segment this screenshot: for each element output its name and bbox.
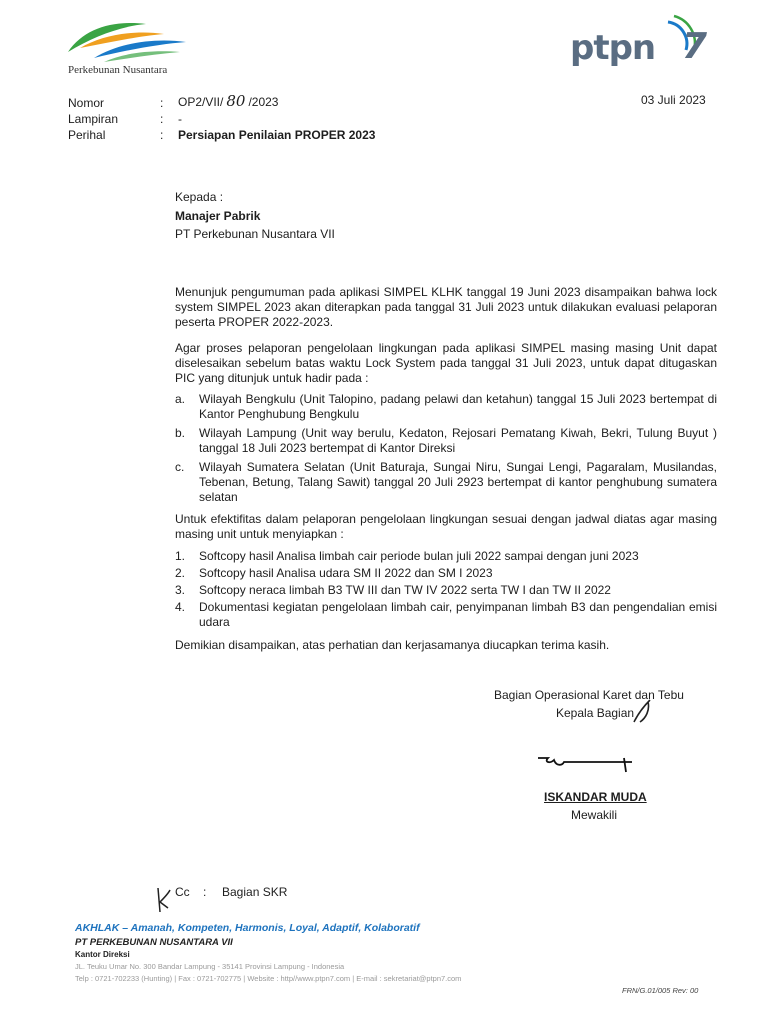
cc-value: Bagian SKR	[222, 885, 288, 899]
letter-date: 03 Juli 2023	[641, 93, 706, 107]
nomor-handwritten: 80	[226, 92, 246, 110]
footer-company: PT PERKEBUNAN NUSANTARA VII	[75, 937, 233, 948]
nomor-prefix: OP2/VII/	[178, 95, 224, 109]
list-item-3	[175, 583, 717, 598]
list-item-2	[175, 566, 717, 581]
footer-office: Kantor Direksi	[75, 950, 130, 959]
list-item-c	[175, 460, 717, 505]
signatory-name: ISKANDAR MUDA	[544, 790, 647, 804]
list-marker: 2.	[175, 566, 186, 580]
closing-paragraph: Demikian disampaikan, atas perhatian dan kerjasamanya diucapkan terima kasih.	[175, 638, 610, 652]
body-paragraph-2: Agar proses pelaporan pengelolaan lingkungan pada aplikasi SIMPEL masing masing Unit dapat diselesaikan sebelum batas waktu Lock System pada tanggal 31 Juli 2023, untuk dapat ditugaskan PIC yang ditunjuk untuk hadir pada :	[175, 341, 717, 385]
list-marker: 4.	[175, 600, 186, 614]
nomor-suffix: /2023	[248, 95, 279, 109]
kepada-label: Kepada :	[175, 190, 224, 204]
list-item-text: Softcopy neraca limbah B3 TW III dan TW IV 2022 serta TW I dan TW II 2022	[199, 583, 611, 597]
logo-right-number: 7	[682, 26, 708, 67]
list-marker: 1.	[175, 549, 186, 563]
list-item-text: Dokumentasi kegiatan pengelolaan limbah cair, penyimpanan limbah B3 dan pengendalian emisi udara	[199, 600, 717, 629]
perihal-value: Persiapan Penilaian PROPER 2023	[178, 128, 376, 142]
paraf-mark-icon	[628, 696, 658, 726]
nomor-colon: :	[160, 96, 164, 110]
lampiran-label: Lampiran	[68, 112, 119, 126]
list-marker: b.	[175, 426, 186, 440]
list-item-text: Softcopy hasil Analisa limbah cair periode bulan juli 2022 sampai dengan juni 2023	[199, 549, 639, 563]
list-item-1	[175, 549, 717, 564]
cc-label: Cc	[175, 885, 190, 899]
cc-check-mark-icon	[152, 886, 174, 916]
body-paragraph-3: Untuk efektifitas dalam pelaporan pengelolaan lingkungan sesuai dengan jadwal diatas agar masing masing unit untuk menyiapkan :	[175, 512, 717, 541]
list-item-4	[175, 600, 717, 630]
list-marker: a.	[175, 392, 186, 406]
list-item-text: Wilayah Sumatera Selatan (Unit Baturaja, Sungai Niru, Sungai Lengi, Pagaralam, Musilandas, Tebenan, Betung, Talang Sawit) tanggal 20 Juli 2923 bertempat di kantor penghubung sumatera selatan	[199, 460, 717, 504]
lampiran-value: -	[178, 112, 182, 126]
signature-dept: Bagian Operasional Karet dan Tebu	[494, 688, 684, 702]
footer-address: JL. Teuku Umar No. 300 Bandar Lampung - 35141 Provinsi Lampung - Indonesia	[75, 962, 345, 971]
list-item-text: Softcopy hasil Analisa udara SM II 2022 dan SM I 2023	[199, 566, 493, 580]
list-item-text: Wilayah Bengkulu (Unit Talopino, padang pelawi dan ketahun) tanggal 15 Juli 2023 bertempat di Kantor Penghubung Bengkulu	[199, 392, 717, 421]
body-paragraph-1: Menunjuk pengumuman pada aplikasi SIMPEL KLHK tanggal 19 Juni 2023 disampaikan bahwa lock system SIMPEL 2023 akan diterapkan pada tanggal 31 Juli 2023 untuk dilakukan evaluasi pelaporan peserta PROPER 2022-2023.	[175, 285, 717, 329]
list-item-a	[175, 392, 717, 422]
signatory-proxy: Mewakili	[571, 808, 618, 822]
list-item-b	[175, 426, 717, 456]
recipient-name: Manajer Pabrik	[175, 209, 261, 223]
list-marker: c.	[175, 460, 185, 474]
footer-motto: AKHLAK – Amanah, Kompeten, Harmonis, Loyal, Adaptif, Kolaboratif	[75, 922, 420, 934]
handwritten-signature-icon	[536, 752, 636, 778]
recipient-company: PT Perkebunan Nusantara VII	[175, 227, 335, 241]
list-item-text: Wilayah Lampung (Unit way berulu, Kedaton, Rejosari Pematang Kiwah, Bekri, Tulung Buyut ) tanggal 18 Juli 2023 bertempat di Kantor Direksi	[199, 426, 717, 455]
perkebunan-nusantara-logo	[64, 14, 194, 80]
footer-contact: Telp : 0721-702233 (Hunting) | Fax : 0721-702775 | Website : http//www.ptpn7.com | E-mail : sekretariat@ptpn7.com	[75, 974, 462, 983]
lampiran-colon: :	[160, 112, 164, 126]
logo-left-text: Perkebunan Nusantara	[68, 64, 168, 76]
perihal-label: Perihal	[68, 128, 106, 142]
list-marker: 3.	[175, 583, 186, 597]
perihal-colon: :	[160, 128, 164, 142]
logo-right-text: ptpn	[570, 28, 656, 68]
ptpn7-logo	[568, 10, 718, 74]
form-code: FRN/G.01/005 Rev: 00	[622, 986, 699, 995]
nomor-value	[178, 94, 278, 110]
leaf-swoosh-icon	[64, 14, 194, 64]
nomor-label: Nomor	[68, 96, 105, 110]
signature-role: Kepala Bagian	[556, 706, 635, 720]
cc-colon: :	[203, 885, 207, 899]
